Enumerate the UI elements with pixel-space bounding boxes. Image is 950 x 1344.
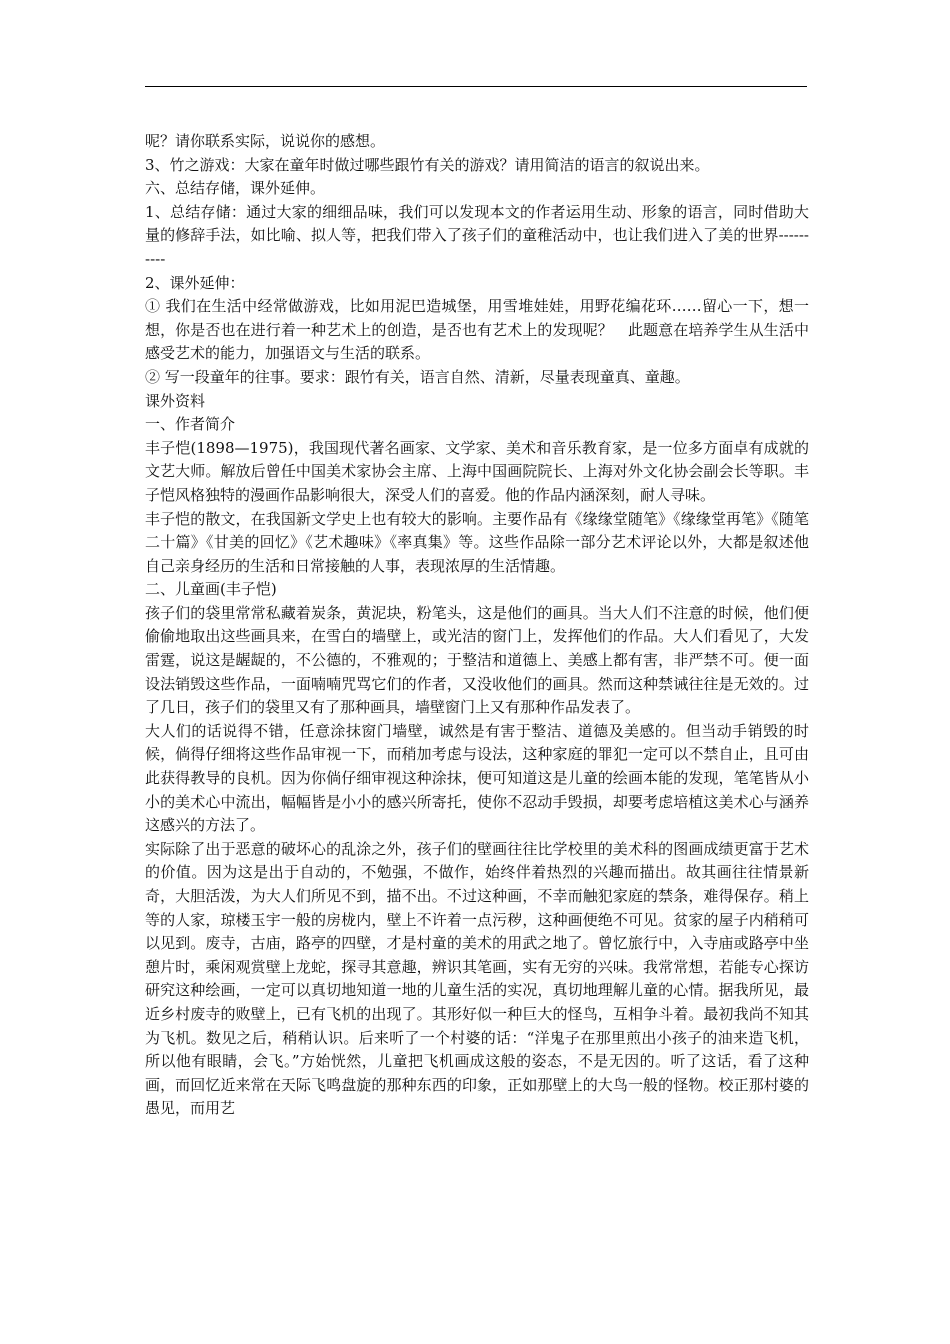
author-intro-paragraph-2: 丰子恺的散文，在我国新文学史上也有较大的影响。主要作品有《缘缘堂随笔》《缘缘堂再笔》《随笔二十篇》《甘美的回忆》《艺术趣味》《率真集》等。这些作品除一部分艺术评论以外，大都是叙述他自己亲身经历的生活和日常接触的人事，表现浓厚的生活情趣。 xyxy=(145,509,809,575)
extension-heading: 2、课外延伸： xyxy=(145,273,245,292)
author-intro-heading: 一、作者简介 xyxy=(145,415,236,434)
essay-paragraph-3: 实际除了出于恶意的破坏心的乱涂之外，孩子们的壁画往往比学校里的美术科的图画成绩更富于艺术的价值。因为这是出于自动的，不勉强，不做作，始终伴着热烈的兴趣而描出。故其画往往情景新奇，大胆活泼，为大人们所见不到，描不出。不过这种画，不幸而触犯家庭的禁条，难得保存。稍上等的人家，琼楼玉宇一般的房栊内，壁上不许着一点污秽，这种画便绝不可见。贫家的屋子内稍稍可以见到。废寺，古庙，路亭的四壁，才是村童的美术的用武之地了。曾忆旅行中，入寺庙或路亭中坐憩片时，乘闲观赏壁上龙蛇，探寻其意趣，辨识其笔画，实有无穷的兴味。我常常想，若能专心探访研究这种绘画，一定可以真切地知道一地的儿童生活的实况，真切地理解儿童的心情。据我所见，最近乡村废寺的败壁上，已有飞机的出现了。其形好似一种巨大的怪鸟，互相争斗着。最初我尚不知其为飞机。数见之后，稍稍认识。后来听了一个村婆的话：“洋鬼子在那里煎出小孩子的油来造飞机，所以他有眼睛，会飞。”方始恍然，儿童把飞机画成这般的姿态，不是无因的。听了这话，看了这种画，而回忆近来常在天际飞鸣盘旋的那种东西的印象，正如那壁上的大鸟一般的怪物。校正那村婆的愚见，而用艺 xyxy=(145,839,809,1118)
essay-paragraph-1: 孩子们的袋里常常私藏着炭条，黄泥块，粉笔头，这是他们的画具。当大人们不注意的时候，他们便偷偷地取出这些画具来，在雪白的墙壁上，或光洁的窗门上，发挥他们的作品。大人们看见了，大发雷霆，说这是龌龊的，不公德的，不雅观的；于整洁和道德上、美感上都有害，非严禁不可。便一面设法销毁这些作品，一面喃喃咒骂它们的作者，又没收他们的画具。然而这种禁诫往往是无效的。过了几日，孩子们的袋里又有了那种画具，墙壁窗门上又有那种作品发表了。 xyxy=(145,603,809,717)
essay-paragraph-2: 大人们的话说得不错，任意涂抹窗门墙壁，诚然是有害于整洁、道德及美感的。但当动手销毁的时候，倘得仔细将这些作品审视一下，而稍加考虑与设法，这种家庭的罪犯一定可以不禁自止，且可由此获得教导的良机。因为你倘仔细审视这种涂抹，便可知道这是儿童的绘画本能的发现，笔笔皆从小小的美术心中流出，幅幅皆是小小的感兴所寄托，使你不忍动手毁损，却要考虑培植这美术心与涵养这感兴的方法了。 xyxy=(145,721,809,835)
reference-heading: 课外资料 xyxy=(145,391,206,410)
essay-heading: 二、儿童画(丰子恺) xyxy=(145,580,277,599)
summary-paragraph: 1、总结存储：通过大家的细细品味，我们可以发现本文的作者运用生动、形象的语言，同时借助大量的修辞手法，如比喻、拟人等，把我们带入了孩子们的童稚活动中，也让我们进入了美的世界---------- xyxy=(145,202,809,268)
document-body xyxy=(145,130,809,1121)
extension-item-1: ① 我们在生活中经常做游戏，比如用泥巴造城堡，用雪堆娃娃，用野花编花环……留心一下，想一想，你是否也在进行着一种艺术上的创造，是否也有艺术上的发现呢？ 此题意在培养学生从生活中感受艺术的能力，加强语文与生活的联系。 xyxy=(145,297,809,363)
extension-item-2: ② 写一段童年的往事。要求：跟竹有关，语言自然、清新，尽量表现童真、童趣。 xyxy=(145,367,690,386)
author-intro-paragraph-1: 丰子恺(1898—1975)，我国现代著名画家、文学家、美术和音乐教育家，是一位多方面卓有成就的文艺大师。解放后曾任中国美术家协会主席、上海中国画院院长、上海对外文化协会副会长等职。丰子恺风格独特的漫画作品影响很大，深受人们的喜爱。他的作品内涵深刻，耐人寻味。 xyxy=(145,438,809,504)
question-3: 3、竹之游戏：大家在童年时做过哪些跟竹有关的游戏？请用简洁的语言的叙说出来。 xyxy=(145,155,710,174)
section-heading-6: 六、总结存储，课外延伸。 xyxy=(145,179,326,198)
header-rule xyxy=(145,86,807,87)
paragraph-1: 呢？请你联系实际，说说你的感想。 xyxy=(145,132,386,150)
